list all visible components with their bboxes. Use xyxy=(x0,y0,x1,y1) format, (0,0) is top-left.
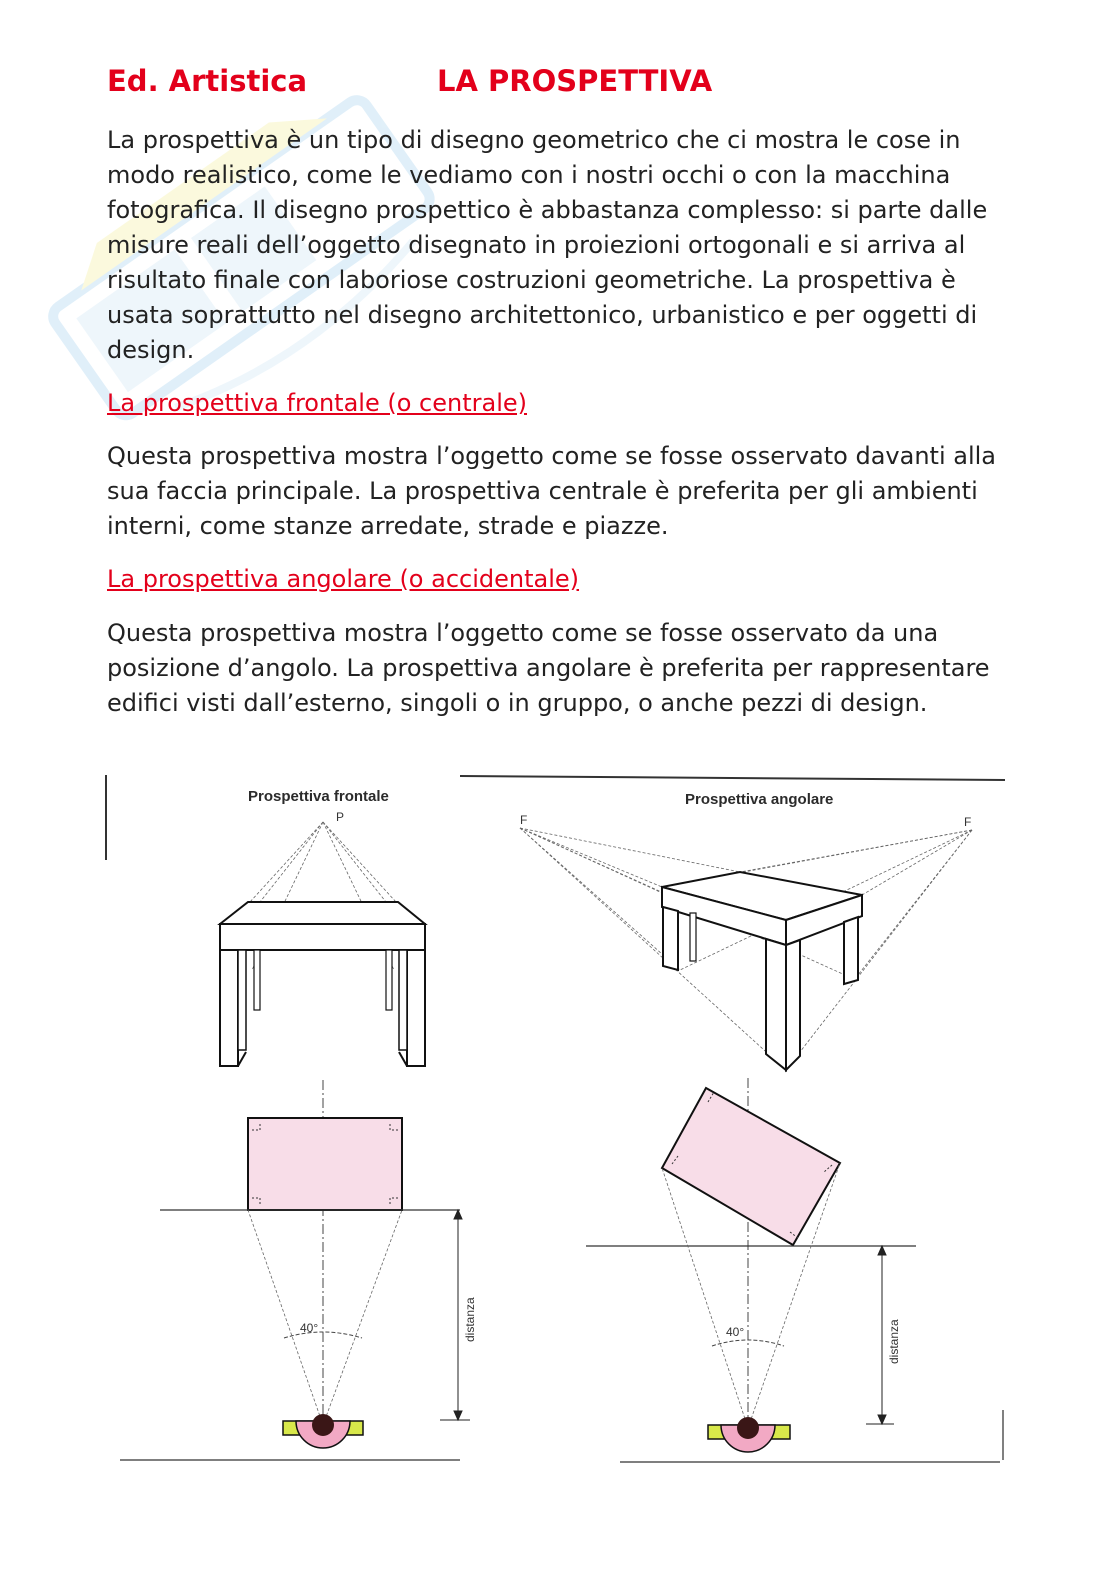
section-text-angular: Questa prospettiva mostra l’oggetto come se fosse osservato da una posizione d’angolo. La prospettiva angolare è preferita per rappresentare edifici visti dall’esterno, singoli o in gruppo, o anche pezzi di design. xyxy=(107,619,990,717)
frontal-plan xyxy=(248,1118,402,1210)
angular-construction-lines xyxy=(520,828,972,1070)
frontal-distance-label: distanza xyxy=(463,1297,477,1342)
angular-distance-label: distanza xyxy=(887,1319,901,1364)
frontal-observer-eye xyxy=(283,1414,363,1448)
angular-title: Prospettiva angolare xyxy=(685,791,834,808)
subject-label: Ed. Artistica xyxy=(107,64,308,98)
title-row xyxy=(107,64,1007,108)
section-heading-angular: La prospettiva angolare (o accidentale) xyxy=(107,565,580,593)
frontal-table xyxy=(220,902,425,1066)
frontal-title: Prospettiva frontale xyxy=(248,788,389,805)
angular-plan xyxy=(662,1088,840,1245)
angular-observer-eye xyxy=(708,1417,790,1452)
page-title: LA PROSPETTIVA xyxy=(437,64,713,98)
section-text-frontal: Questa prospettiva mostra l’oggetto come se fosse osservato davanti alla sua faccia principale. La prospettiva centrale è preferita per gli ambienti interni, come stanze arredate, strade e piazze. xyxy=(107,442,996,540)
section-heading-frontal: La prospettiva frontale (o centrale) xyxy=(107,389,527,417)
angular-table xyxy=(662,872,862,1070)
frontal-angle-label: 40° xyxy=(300,1321,319,1335)
angular-vanishing-left-label: F xyxy=(520,813,528,827)
angular-vanishing-right-label: F xyxy=(964,815,972,829)
intro-paragraph: La prospettiva è un tipo di disegno geometrico che ci mostra le cose in modo realistico, come le vediamo con i nostri occhi o con la macchina fotografica. Il disegno prospettico è abbastanza complesso: si parte dalle misure reali dell’oggetto disegnato in proiezioni ortogonali e si arriva al risultato finale con laboriose costruzioni geometriche. La prospettiva è usata soprattutto nel disegno architettonico, urbanistico e per oggetti di design. xyxy=(107,126,988,364)
perspective-illustration xyxy=(100,770,1010,1470)
angular-angle-label: 40° xyxy=(726,1325,745,1339)
frontal-vanishing-point-label: P xyxy=(336,810,345,824)
